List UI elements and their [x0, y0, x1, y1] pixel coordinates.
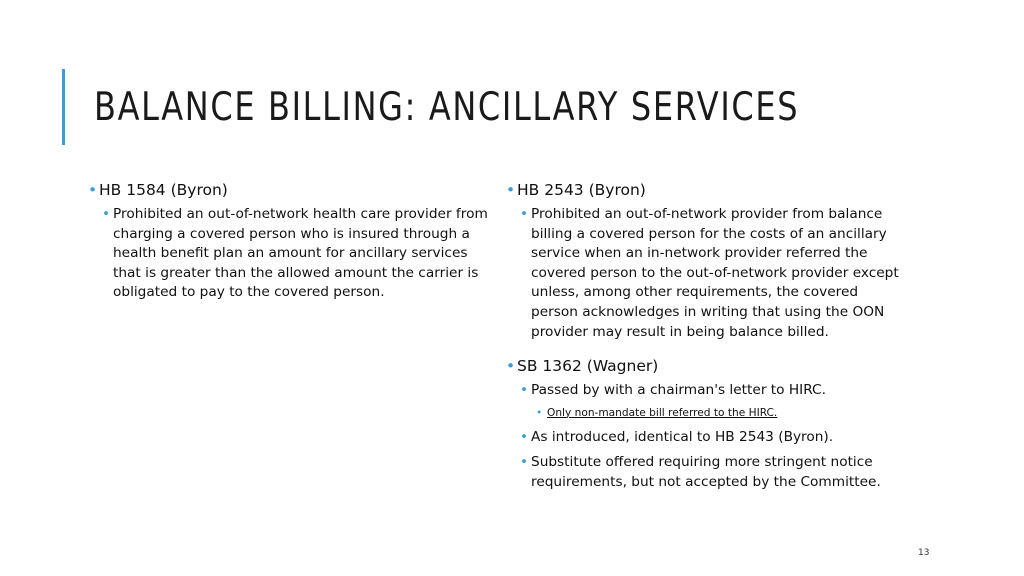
bill-point	[506, 205, 906, 342]
bullet-icon: •	[520, 206, 529, 222]
bill-point-text: Prohibited an out-of-network health care provider from charging a covered person who is insured through a health benefit plan an amount for ancillary services that is greater than the allowed amount the carrier is obligated to pay to the covered person.	[113, 206, 488, 301]
bullet-icon: •	[506, 181, 516, 199]
bill-point-text: Substitute offered requiring more stringent notice requirements, but not accepted by the Committee.	[531, 454, 881, 490]
bill-point	[506, 428, 906, 448]
bill-point	[506, 381, 906, 401]
bullet-icon: •	[506, 357, 516, 376]
bill-heading-text: HB 2543 (Byron)	[517, 181, 646, 199]
slide-title: BALANCE BILLING: ANCILLARY SERVICES	[94, 85, 800, 130]
bill-point-text: As introduced, identical to HB 2543 (Byron).	[531, 428, 834, 445]
bullet-icon: •	[536, 406, 543, 419]
bill-heading-sb1362	[506, 355, 906, 377]
bill-heading-hb2543	[506, 179, 906, 201]
bill-subpoint-text: Only non-mandate bill referred to the HIRC.	[547, 406, 778, 419]
bullet-icon: •	[520, 454, 529, 471]
title-accent-bar	[62, 69, 65, 145]
right-column	[506, 179, 906, 493]
bullet-icon: •	[520, 382, 529, 399]
left-column	[88, 179, 488, 303]
bill-heading-text: SB 1362 (Wagner)	[517, 357, 659, 376]
bullet-icon: •	[102, 206, 111, 222]
bill-point-text: Prohibited an out-of-network provider from balance billing a covered person for the costs of an ancillary service when an in-network provider referred the covered person to the out-of-network provider except unless, among other requirements, the covered person acknowledges in writing that using the OON provider may result in being balance billed.	[531, 206, 899, 340]
bill-point	[88, 205, 488, 303]
bill-heading-hb1584	[88, 179, 488, 201]
bullet-icon: •	[88, 181, 98, 199]
page-number: 13	[918, 548, 930, 558]
bill-point	[506, 453, 906, 492]
bill-heading-text: HB 1584 (Byron)	[99, 181, 228, 199]
bill-point-text: Passed by with a chairman's letter to HIRC.	[531, 382, 826, 399]
bill-subpoint	[506, 404, 906, 422]
bullet-icon: •	[520, 428, 529, 445]
